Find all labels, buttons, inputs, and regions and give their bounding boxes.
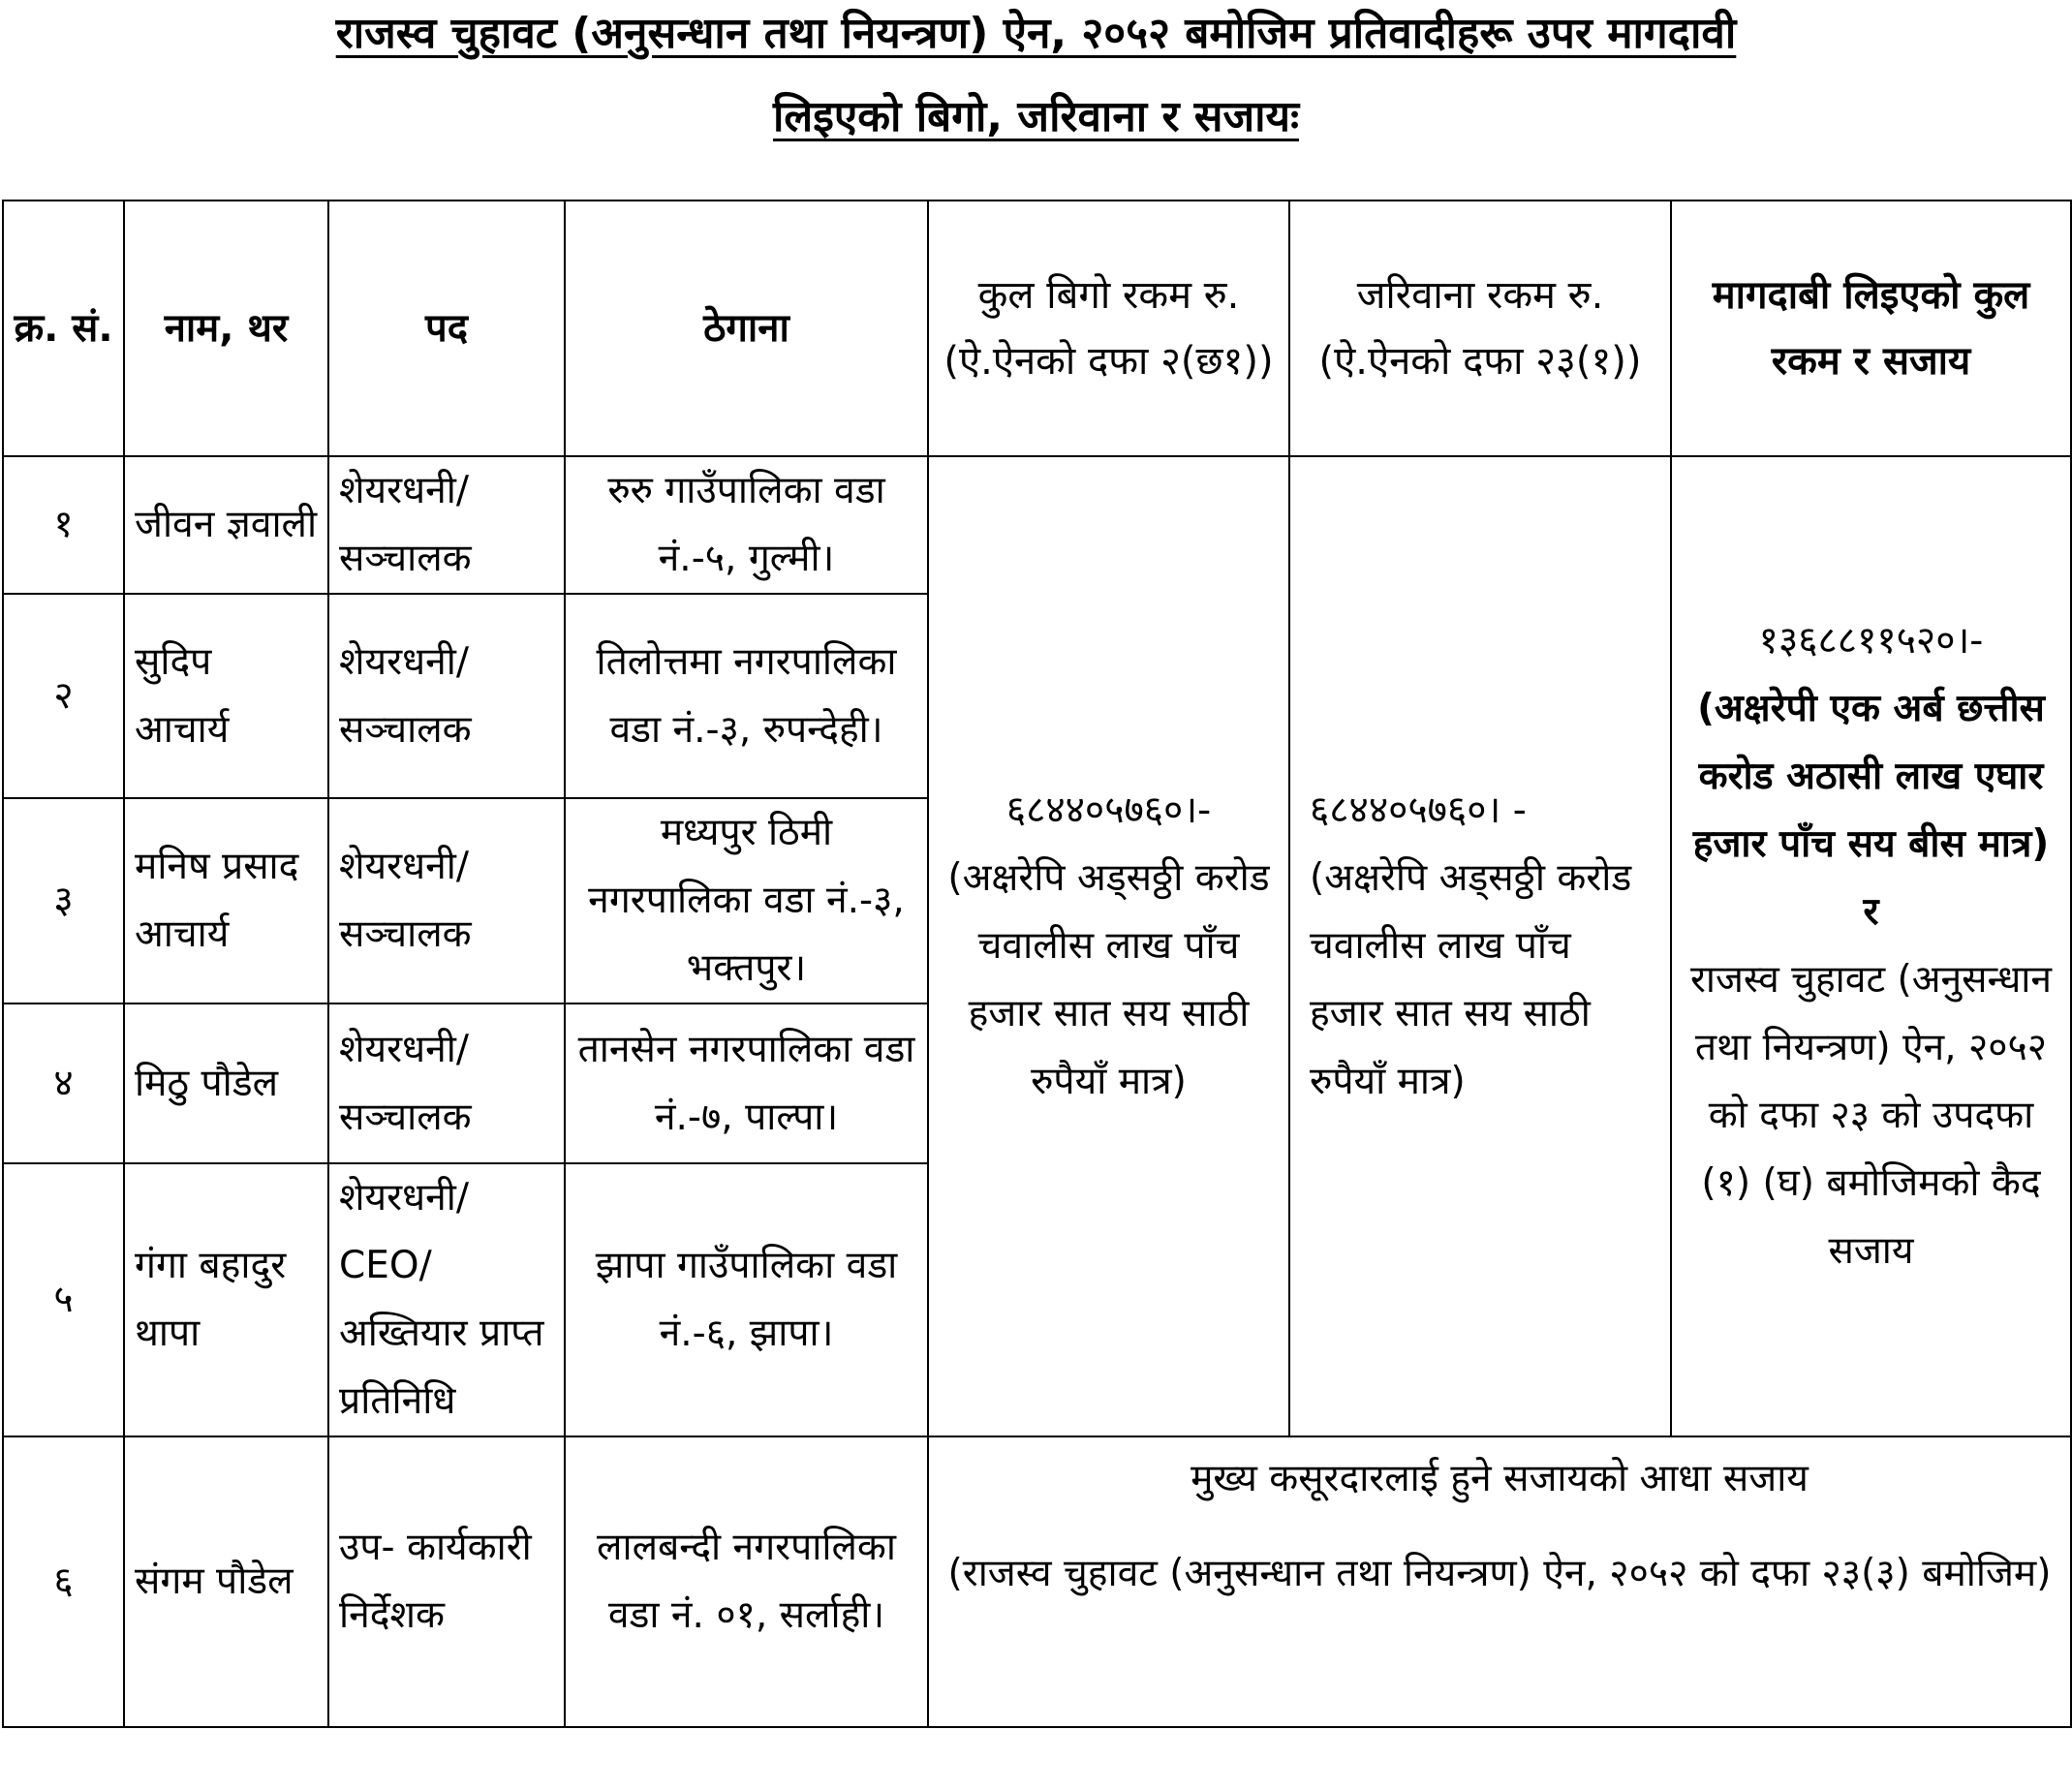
row-post: उप- कार्यकारी निर्देशक: [328, 1436, 565, 1727]
fine-amount-cell: ६८४४०५७६०। - (अक्षरेपि अड्सठ्ठी करोड चवालीस लाख पाँच हजार सात सय साठी रुपैयाँ मात्र): [1289, 456, 1671, 1436]
header-address: ठेगाना: [565, 201, 928, 456]
header-sn: क्र. सं.: [3, 201, 124, 456]
header-row: [3, 201, 2071, 456]
row-sn: ३: [3, 798, 124, 1004]
row-sn: १: [3, 456, 124, 594]
penalty-table: [2, 200, 2072, 1728]
row-address: लालबन्दी नगरपालिका वडा नं. ०१, सर्लाही।: [565, 1436, 928, 1727]
total-and: र: [1863, 890, 1879, 934]
header-name: नाम, थर: [124, 201, 328, 456]
row6-sentence-line2: (राजस्व चुहावट (अनुसन्धान तथा नियन्त्रण) ऐन, २०५२ को दफा २३(३) बमोजिम): [947, 1552, 2052, 1595]
row-address: रुरु गाउँपालिका वडा नं.-५, गुल्मी।: [565, 456, 928, 594]
row-name: मनिष प्रसाद आचार्य: [124, 798, 328, 1004]
row-post: शेयरधनी/ सञ्चालक: [328, 456, 565, 594]
row-address: तानसेन नगरपालिका वडा नं.-७, पाल्पा।: [565, 1004, 928, 1163]
row-name: जीवन ज्ञवाली: [124, 456, 328, 594]
row-address: झापा गाउँपालिका वडा नं.-६, झापा।: [565, 1163, 928, 1436]
total-sentence: राजस्व चुहावट (अनुसन्धान तथा नियन्त्रण) ऐन, २०५२ को दफा २३ को उपदफा (१) (घ) बमोजिमको कैद सजाय: [1689, 958, 2053, 1273]
row-post: शेयरधनी/ CEO/अख्तियार प्राप्त प्रतिनिधि: [328, 1163, 565, 1436]
row-name: सुदिप आचार्य: [124, 594, 328, 798]
row-post: शेयरधनी/ सञ्चालक: [328, 798, 565, 1004]
header-post: पद: [328, 201, 565, 456]
row-sn: ६: [3, 1436, 124, 1727]
row-name: गंगा बहादुर थापा: [124, 1163, 328, 1436]
table-row: [3, 1436, 2071, 1727]
header-fine: जरिवाना रकम रु. (ऐ.ऐनको दफा २३(१)): [1289, 201, 1671, 456]
row-address: मध्यपुर ठिमी नगरपालिका वडा नं.-३, भक्तपुर।: [565, 798, 928, 1004]
page-subtitle: लिइएको बिगो, जरिवाना र सजायः: [773, 92, 1299, 141]
header-total: मागदाबी लिइएको कुल रकम र सजाय: [1671, 201, 2071, 456]
bigo-amount-cell: ६८४४०५७६०।- (अक्षरेपि अड्सठ्ठी करोड चवालीस लाख पाँच हजार सात सय साठी रुपैयाँ मात्र): [928, 456, 1289, 1436]
row-address: तिलोत्तमा नगरपालिका वडा नं.-३, रुपन्देही।: [565, 594, 928, 798]
total-cell: [1671, 456, 2071, 1436]
row-post: शेयरधनी/ सञ्चालक: [328, 594, 565, 798]
row-sn: २: [3, 594, 124, 798]
row-sn: ४: [3, 1004, 124, 1163]
row-post: शेयरधनी/ सञ्चालक: [328, 1004, 565, 1163]
header-bigo: कुल बिगो रकम रु. (ऐ.ऐनको दफा २(छ१)): [928, 201, 1289, 456]
page-title: राजस्व चुहावट (अनुसन्धान तथा नियन्त्रण) ऐन, २०५२ बमोजिम प्रतिवादीहरू उपर मागदावी: [335, 9, 1737, 58]
total-amount: १३६८८११५२०।-: [1758, 619, 1984, 663]
row6-sentence-cell: [928, 1436, 2071, 1727]
table-row: [3, 456, 2071, 594]
row6-sentence-line1: मुख्य कसूरदारलाई हुने सजायको आधा सजाय: [1191, 1457, 1809, 1500]
total-words: (अक्षरेपी एक अर्ब छत्तीस करोड अठासी लाख एघार हजार पाँच सय बीस मात्र): [1692, 687, 2050, 866]
row-sn: ५: [3, 1163, 124, 1436]
row-name: संगम पौडेल: [124, 1436, 328, 1727]
row-name: मिठु पौडेल: [124, 1004, 328, 1163]
